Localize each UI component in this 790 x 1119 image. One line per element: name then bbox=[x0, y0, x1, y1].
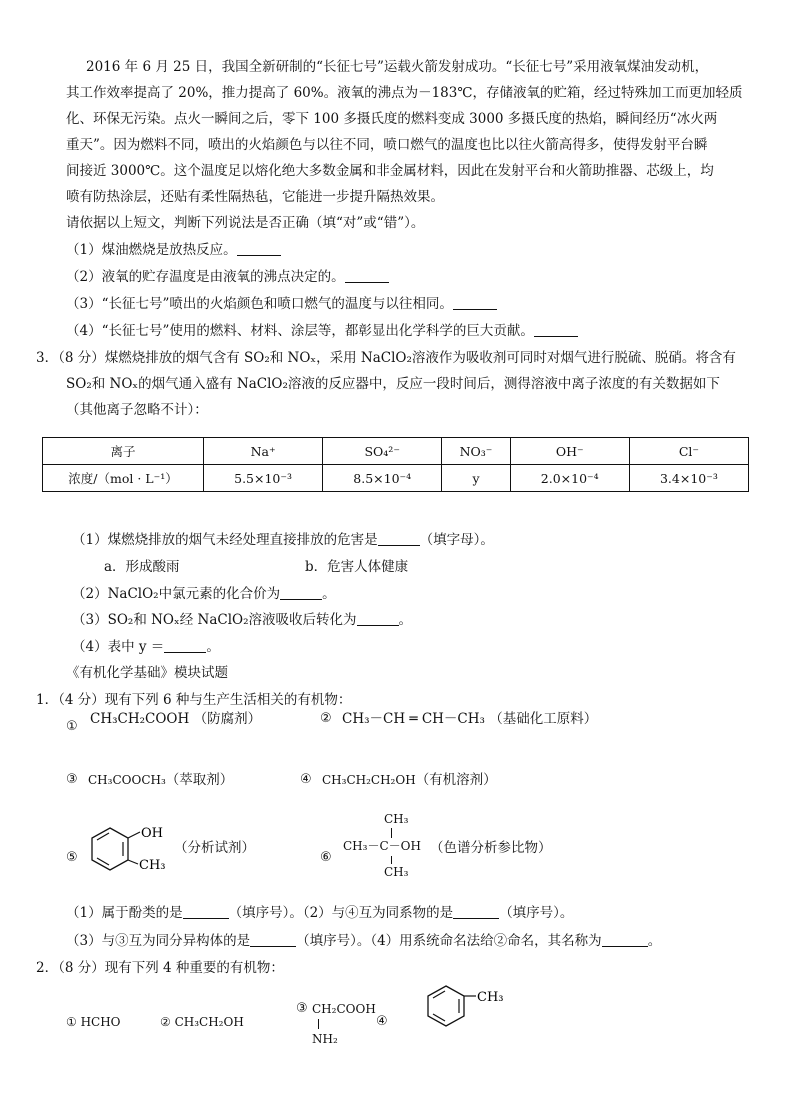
answer-blank[interactable] bbox=[602, 932, 648, 947]
compound-6-number: ⑥ bbox=[320, 850, 332, 865]
organic-q1-line-1: （1）属于酚类的是 （填序号）。（2）与④互为同系物的是 （填序号）。 bbox=[66, 905, 574, 921]
q2-compound-1: ① HCHO bbox=[66, 1015, 121, 1029]
table-cell: 浓度/（mol · L⁻¹） bbox=[43, 465, 204, 492]
q3-line-2: SO₂和 NOₓ的烟气通入盛有 NaClO₂溶液的反应器中，反应一段时间后，测得溶液中离子浓度的有关数据如下 bbox=[66, 376, 720, 392]
table-cell: 8.5×10⁻⁴ bbox=[323, 465, 442, 492]
organic-q2-head: 2．（8 分）现有下列 4 种重要的有机物： bbox=[36, 960, 284, 976]
oh-label: OH bbox=[141, 826, 163, 841]
passage-line-2: 其工作效率提高了 20%，推力提高了 60%。液氧的沸点为－183℃，存储液氧的贮箱，经过特殊加工而更加轻质 bbox=[66, 85, 743, 101]
passage-line-5: 间接近 3000℃。这个温度足以熔化绝大多数金属和非金属材料，因此在发射平台和火箭助推器、芯级上，均 bbox=[66, 163, 714, 179]
answer-blank[interactable] bbox=[280, 585, 322, 600]
table-header-cell: Na⁺ bbox=[204, 438, 323, 465]
table-header-cell: OH⁻ bbox=[510, 438, 629, 465]
q3-line-1: 3．（8 分）煤燃烧排放的烟气含有 SO₂和 NOₓ，采用 NaClO₂溶液作为吸收剂可同时对烟气进行脱硫、脱硝。将含有 bbox=[36, 350, 736, 366]
q3-line-3: （其他离子忽略不计）： bbox=[66, 402, 208, 418]
q3-sub-2: （2）NaClO₂中氯元素的化合价为 。 bbox=[72, 586, 336, 602]
passage-line-3: 化、环保无污染。点火一瞬间之后，零下 100 多摄氏度的燃料变成 3000 多摄氏度的热焰，瞬间经历“冰火两 bbox=[66, 111, 718, 127]
answer-blank[interactable] bbox=[453, 904, 499, 919]
passage-line-6: 喷有防热涂层，还贴有柔性隔热毡，它能进一步提升隔热效果。 bbox=[66, 189, 444, 205]
tbutanol-center: CH₃－C－OH bbox=[343, 839, 421, 853]
q2-compound-3-number: ③ bbox=[296, 1001, 308, 1016]
compound-4-number: ④ bbox=[300, 772, 312, 787]
table-cell: 3.4×10⁻³ bbox=[629, 465, 748, 492]
compound-2-formula: CH₃－CH ═ CH－CH₃ （基础化工原料） bbox=[342, 711, 598, 727]
judge-item-4: （4）“长征七号”使用的燃料、材料、涂层等，都彰显出化学科学的巨大贡献。 bbox=[66, 321, 578, 341]
passage-line-4: 重天”。因为燃料不同，喷出的火焰颜色与以往不同，喷口燃气的温度也比以往火箭高得多，使得发射平台瞬 bbox=[66, 137, 708, 153]
compound-1-number: ① bbox=[66, 719, 78, 734]
answer-blank[interactable] bbox=[345, 268, 389, 283]
table-cell: 2.0×10⁻⁴ bbox=[510, 465, 629, 492]
compound-4-formula: CH₃CH₂CH₂OH（有机溶剂） bbox=[322, 772, 497, 788]
tbutanol-top-methyl: CH₃ bbox=[384, 812, 409, 826]
table-row bbox=[43, 465, 749, 492]
tbutanol-bottom-methyl: CH₃ bbox=[384, 865, 409, 879]
table-header-cell: 离子 bbox=[43, 438, 204, 465]
compound-3-number: ③ bbox=[66, 772, 78, 787]
answer-blank[interactable] bbox=[378, 531, 420, 546]
answer-blank[interactable] bbox=[250, 932, 296, 947]
table-cell: y bbox=[442, 465, 510, 492]
answer-blank[interactable] bbox=[237, 241, 281, 256]
q3-sub-3: （3）SO₂和 NOₓ经 NaClO₂溶液吸收后转化为 。 bbox=[72, 612, 412, 628]
compound-3-formula: CH₃COOCH₃（萃取剂） bbox=[88, 772, 234, 788]
q2-compound-4-number: ④ bbox=[376, 1014, 388, 1029]
table-cell: 5.5×10⁻³ bbox=[204, 465, 323, 492]
answer-blank[interactable] bbox=[357, 611, 399, 626]
compound-5-use: （分析试剂） bbox=[174, 840, 255, 856]
organic-q1-line-2: （3）与③互为同分异构体的是 （填序号）。（4）用系统命名法给②命名，其名称为 。 bbox=[66, 933, 662, 949]
glycine-top: CH₂COOH bbox=[312, 1002, 376, 1016]
q3-sub-4: （4）表中 y ＝ 。 bbox=[72, 639, 220, 655]
answer-blank[interactable] bbox=[164, 638, 206, 653]
q3-option-a: a．形成酸雨 bbox=[104, 559, 180, 575]
ion-concentration-table bbox=[42, 437, 749, 492]
judge-item-1: （1）煤油燃烧是放热反应。 bbox=[66, 240, 281, 260]
table-header-cell: Cl⁻ bbox=[629, 438, 748, 465]
bond-line bbox=[318, 1019, 319, 1029]
toluene-structure bbox=[426, 980, 516, 1034]
compound-6-use: （色谱分析参比物） bbox=[430, 840, 552, 856]
q2-compound-2: ② CH₃CH₂OH bbox=[160, 1015, 244, 1029]
compound-1-formula: CH₃CH₂COOH （防腐剂） bbox=[90, 711, 262, 727]
table-header-row bbox=[43, 438, 749, 465]
module-title: 《有机化学基础》模块试题 bbox=[66, 665, 228, 681]
table-header-cell: NO₃⁻ bbox=[442, 438, 510, 465]
compound-5-number: ⑤ bbox=[66, 850, 78, 865]
passage-line-1: 2016 年 6 月 25 日，我国全新研制的“长征七号”运载火箭发射成功。“长征七号”采用液氧煤油发动机， bbox=[86, 59, 709, 75]
q3-sub-1: （1）煤燃烧排放的烟气未经处理直接排放的危害是 （填字母）。 bbox=[72, 532, 494, 548]
ch3-label: CH₃ bbox=[477, 990, 504, 1005]
compound-2-number: ② bbox=[320, 711, 332, 726]
table-header-cell: SO₄²⁻ bbox=[323, 438, 442, 465]
organic-q1-head: 1．（4 分）现有下列 6 种与生产生活相关的有机物： bbox=[36, 692, 352, 708]
answer-blank[interactable] bbox=[183, 904, 229, 919]
q3-option-b: b．危害人体健康 bbox=[305, 559, 409, 575]
answer-blank[interactable] bbox=[453, 295, 497, 310]
judge-item-3: （3）“长征七号”喷出的火焰颜色和喷口燃气的温度与以往相同。 bbox=[66, 294, 497, 314]
instruction: 请依据以上短文，判断下列说法是否正确（填“对”或“错”）。 bbox=[66, 215, 425, 231]
answer-blank[interactable] bbox=[534, 322, 578, 337]
ch3-label: CH₃ bbox=[139, 858, 166, 873]
judge-item-2: （2）液氧的贮存温度是由液氧的沸点决定的。 bbox=[66, 267, 389, 287]
glycine-amino: NH₂ bbox=[312, 1032, 338, 1046]
o-cresol-structure bbox=[84, 822, 174, 878]
